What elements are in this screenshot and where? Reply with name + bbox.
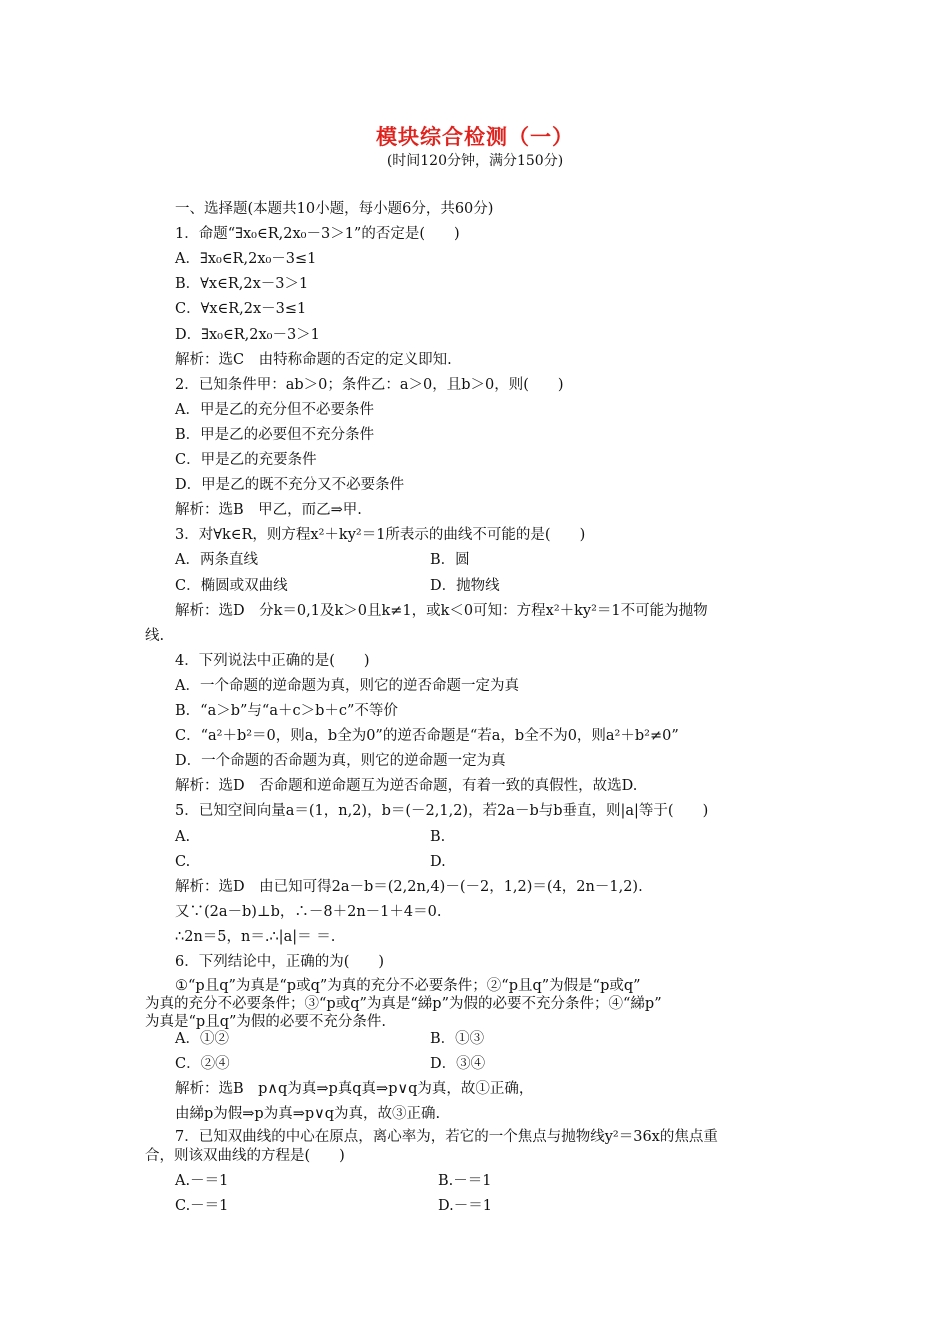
q1-answer: 解析：选C 由特称命题的否定的定义即知. — [175, 352, 452, 368]
q6-body-line1: ①“p且q”为真是“p或q”为真的充分不必要条件；②“p且q”为假是“p或q” — [175, 978, 641, 994]
q5-option-d: D. — [430, 854, 446, 870]
q7-stem-line1: 7．已知双曲线的中心在原点，离心率为，若它的一个焦点与抛物线y²＝36x的焦点重 — [175, 1129, 718, 1145]
q1-option-d: D．∃x₀∈R,2x₀－3＞1 — [175, 327, 320, 343]
section-heading: 一、选择题(本题共10小题，每小题6分，共60分) — [175, 201, 494, 217]
q7-option-c: C.－＝1 — [175, 1198, 229, 1214]
q2-answer: 解析：选B 甲乙，而乙⇒甲. — [175, 502, 362, 518]
q3-option-a: A．两条直线 — [175, 552, 258, 568]
q6-stem: 6．下列结论中，正确的为( ) — [175, 954, 385, 970]
q4-option-c: C．“a²＋b²＝0，则a，b全为0”的逆否命题是“若a，b全不为0，则a²＋b²≠0” — [175, 728, 679, 744]
q4-option-d: D．一个命题的否命题为真，则它的逆命题一定为真 — [175, 753, 506, 769]
q3-option-d: D．抛物线 — [430, 578, 500, 594]
document-subtitle: (时间120分钟，满分150分) — [386, 153, 564, 169]
q5-stem: 5．已知空间向量a＝(1，n,2)，b＝(－2,1,2)，若2a－b与b垂直，则|a|等于( ) — [175, 803, 709, 819]
q2-option-b: B．甲是乙的必要但不充分条件 — [175, 427, 375, 443]
q2-stem: 2．已知条件甲：ab＞0；条件乙：a＞0，且b＞0，则( ) — [175, 377, 564, 393]
q5-answer-line2: 又∵(2a－b)⊥b，∴－8＋2n－1＋4＝0. — [175, 904, 442, 920]
q4-option-a: A．一个命题的逆命题为真，则它的逆否命题一定为真 — [175, 678, 519, 694]
q6-option-a: A．①② — [175, 1031, 229, 1047]
q5-option-b: B. — [430, 829, 446, 845]
q6-body-line3: 为真是“p且q”为假的必要不充分条件. — [145, 1014, 386, 1030]
q4-stem: 4．下列说法中正确的是( ) — [175, 653, 370, 669]
q2-option-a: A．甲是乙的充分但不必要条件 — [175, 402, 374, 418]
q3-option-c: C．椭圆或双曲线 — [175, 578, 288, 594]
q6-body-line2: 为真的充分不必要条件；③“p或q”为真是“綈p”为假的必要不充分条件；④“綈p” — [145, 996, 662, 1012]
q3-answer-line2: 线. — [145, 628, 165, 644]
q4-option-b: B．“a＞b”与“a＋c＞b＋c”不等价 — [175, 703, 398, 719]
q7-option-d: D.－＝1 — [438, 1198, 492, 1214]
q1-stem: 1．命题“∃x₀∈R,2x₀－3＞1”的否定是( ) — [175, 226, 460, 242]
q1-option-a: A．∃x₀∈R,2x₀－3≤1 — [175, 251, 317, 267]
q4-answer: 解析：选D 否命题和逆命题互为逆否命题，有着一致的真假性，故选D. — [175, 778, 638, 794]
q6-answer-line2: 由綈p为假⇒p为真⇒p∨q为真，故③正确. — [175, 1106, 441, 1122]
q6-option-d: D．③④ — [430, 1056, 486, 1072]
q5-answer-line3: ∴2n＝5，n＝.∴|a|＝ ＝. — [175, 929, 336, 945]
q1-option-b: B．∀x∈R,2x－3＞1 — [175, 276, 309, 292]
q6-answer-line1: 解析：选B p∧q为真⇒p真q真⇒p∨q为真，故①正确， — [175, 1081, 534, 1097]
q7-option-a: A.－＝1 — [175, 1173, 229, 1189]
q3-stem: 3．对∀k∈R，则方程x²＋ky²＝1所表示的曲线不可能的是( ) — [175, 527, 586, 543]
q2-option-c: C．甲是乙的充要条件 — [175, 452, 317, 468]
q5-option-a: A. — [175, 829, 191, 845]
q5-answer-line1: 解析：选D 由已知可得2a－b＝(2,2n,4)－(－2，1,2)＝(4，2n－1,2). — [175, 879, 643, 895]
q3-option-b: B．圆 — [430, 552, 470, 568]
q5-option-c: C. — [175, 854, 191, 870]
q3-answer-line1: 解析：选D 分k＝0,1及k＞0且k≠1，或k＜0可知：方程x²＋ky²＝1不可能为抛物 — [175, 603, 708, 619]
q6-option-c: C．②④ — [175, 1056, 230, 1072]
q7-option-b: B.－＝1 — [438, 1173, 492, 1189]
q2-option-d: D．甲是乙的既不充分又不必要条件 — [175, 477, 405, 493]
q7-stem-line2: 合，则该双曲线的方程是( ) — [145, 1148, 345, 1164]
q1-option-c: C．∀x∈R,2x－3≤1 — [175, 301, 307, 317]
document-title: 模块综合检测（一） — [376, 125, 574, 149]
q6-option-b: B．①③ — [430, 1031, 485, 1047]
